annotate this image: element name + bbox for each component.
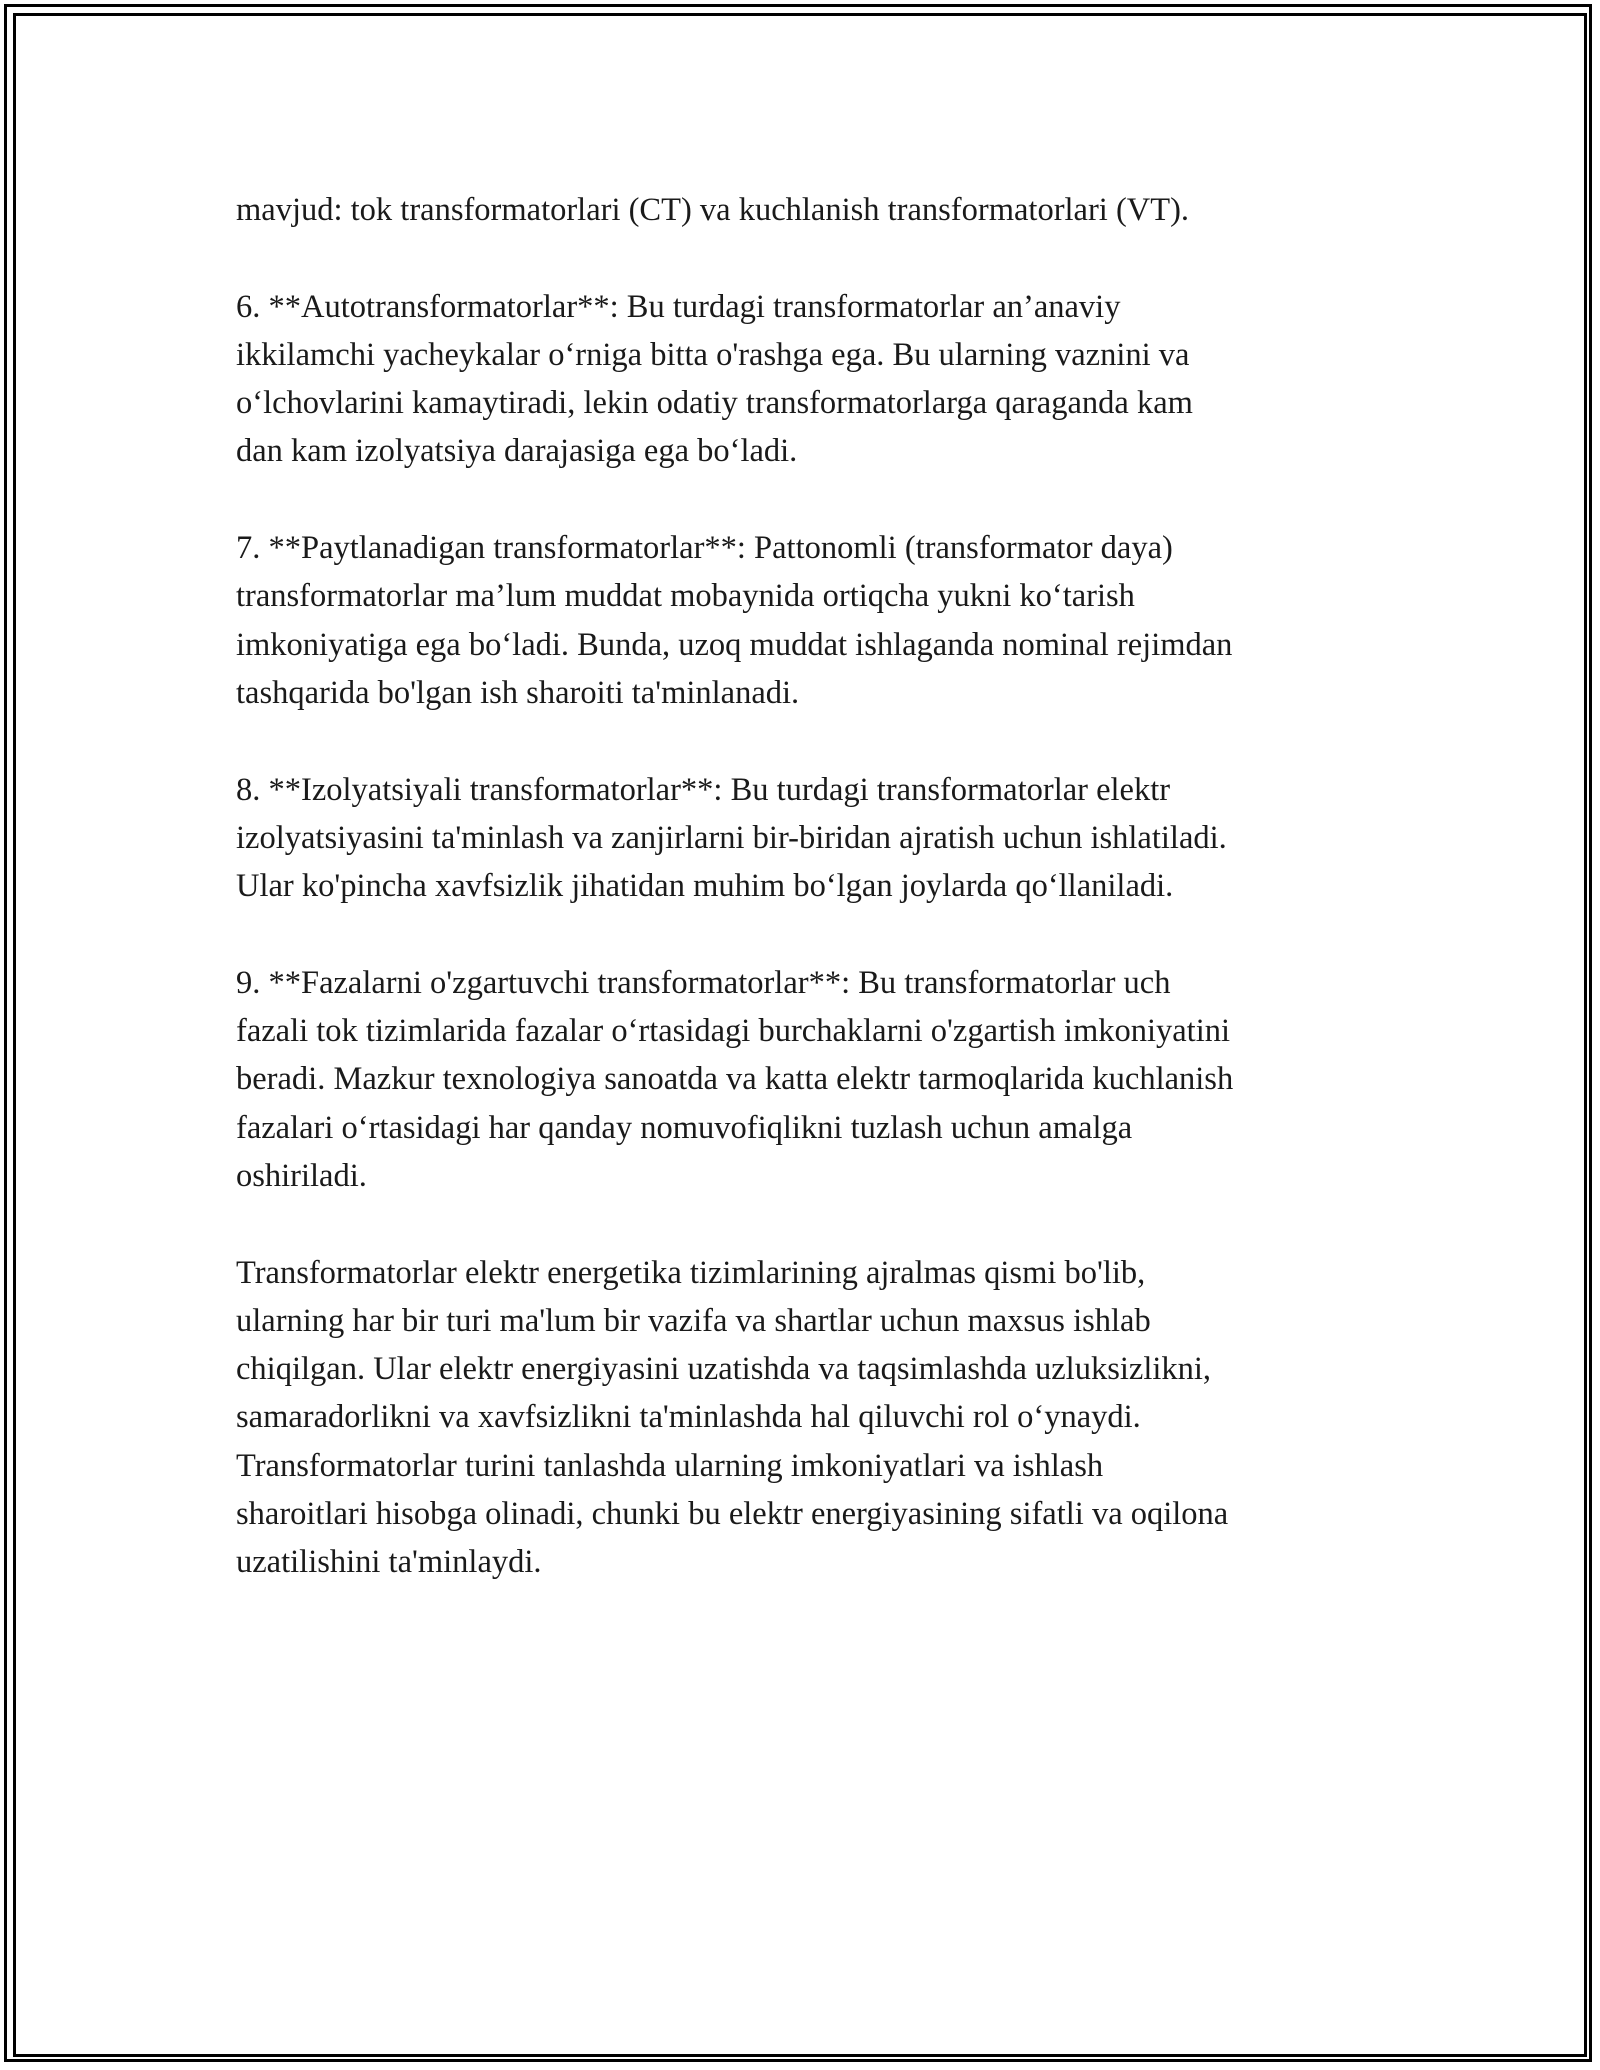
paragraph-phase-shifting-transformers: 9. **Fazalarni o'zgartuvchi transformatorlar**: Bu transformatorlar uch fazali tok tizimlarida fazalar o‘rtasidagi burchaklarni o'zgartish imkoniyatini beradi. Mazkur texnologiya sanoatda va katta elektr tarmoqlarida kuchlanish fazalari o‘rtasidagi har qanday nomuvofiqlikni tuzlash uchun amalga oshiriladi.: [236, 964, 1234, 1194]
paragraph-conclusion: Transformatorlar elektr energetika tizimlarining ajralmas qismi bo'lib, ularning har bir turi ma'lum bir vazifa va shartlar uchun maxsus ishlab chiqilgan. Ular elektr energiyasini uzatishda va taqsimlashda uzluksizlikni, samaradorlikni va xavfsizlikni ta'minlashda hal qiluvchi rol o‘ynaydi. Transformatorlar turini tanlashda ularning imkoniyatlari va ishlash sharoitlari hisobga olinadi, chunki bu elektr energiyasining sifatli va oqilona uzatilishini ta'minlaydi.: [236, 1254, 1229, 1581]
paragraph-overload-transformers: 7. **Paytlanadigan transformatorlar**: Pattonomli (transformator daya) transformatorlar ma’lum muddat mobaynida ortiqcha yukni ko‘tarish imkoniyatiga ega bo‘ladi. Bunda, uzoq muddat ishlaganda nominal rejimdan tashqarida bo'lgan ish sharoiti ta'minlanadi.: [236, 530, 1233, 711]
paragraph-continuation: mavjud: tok transformatorlari (CT) va kuchlanish transformatorlari (VT).: [236, 192, 1190, 228]
paragraph-isolation-transformers: 8. **Izolyatsiyali transformatorlar**: Bu turdagi transformatorlar elektr izolyatsiyasini ta'minlash va zanjirlarni bir-biridan ajratish uchun ishlatiladi. Ular ko'pincha xavfsizlik jihatidan muhim bo‘lgan joylarda qo‘llaniladi.: [236, 771, 1227, 905]
paragraph-autotransformers: 6. **Autotransformatorlar**: Bu turdagi transformatorlar an’anaviy ikkilamchi yacheykalar o‘rniga bitta o'rashga ega. Bu ularning vaznini va o‘lchovlarini kamaytiradi, lekin odatiy transformatorlarga qaraganda kam dan kam izolyatsiya darajasiga ega bo‘ladi.: [236, 288, 1193, 470]
document-body: [236, 186, 1386, 1635]
